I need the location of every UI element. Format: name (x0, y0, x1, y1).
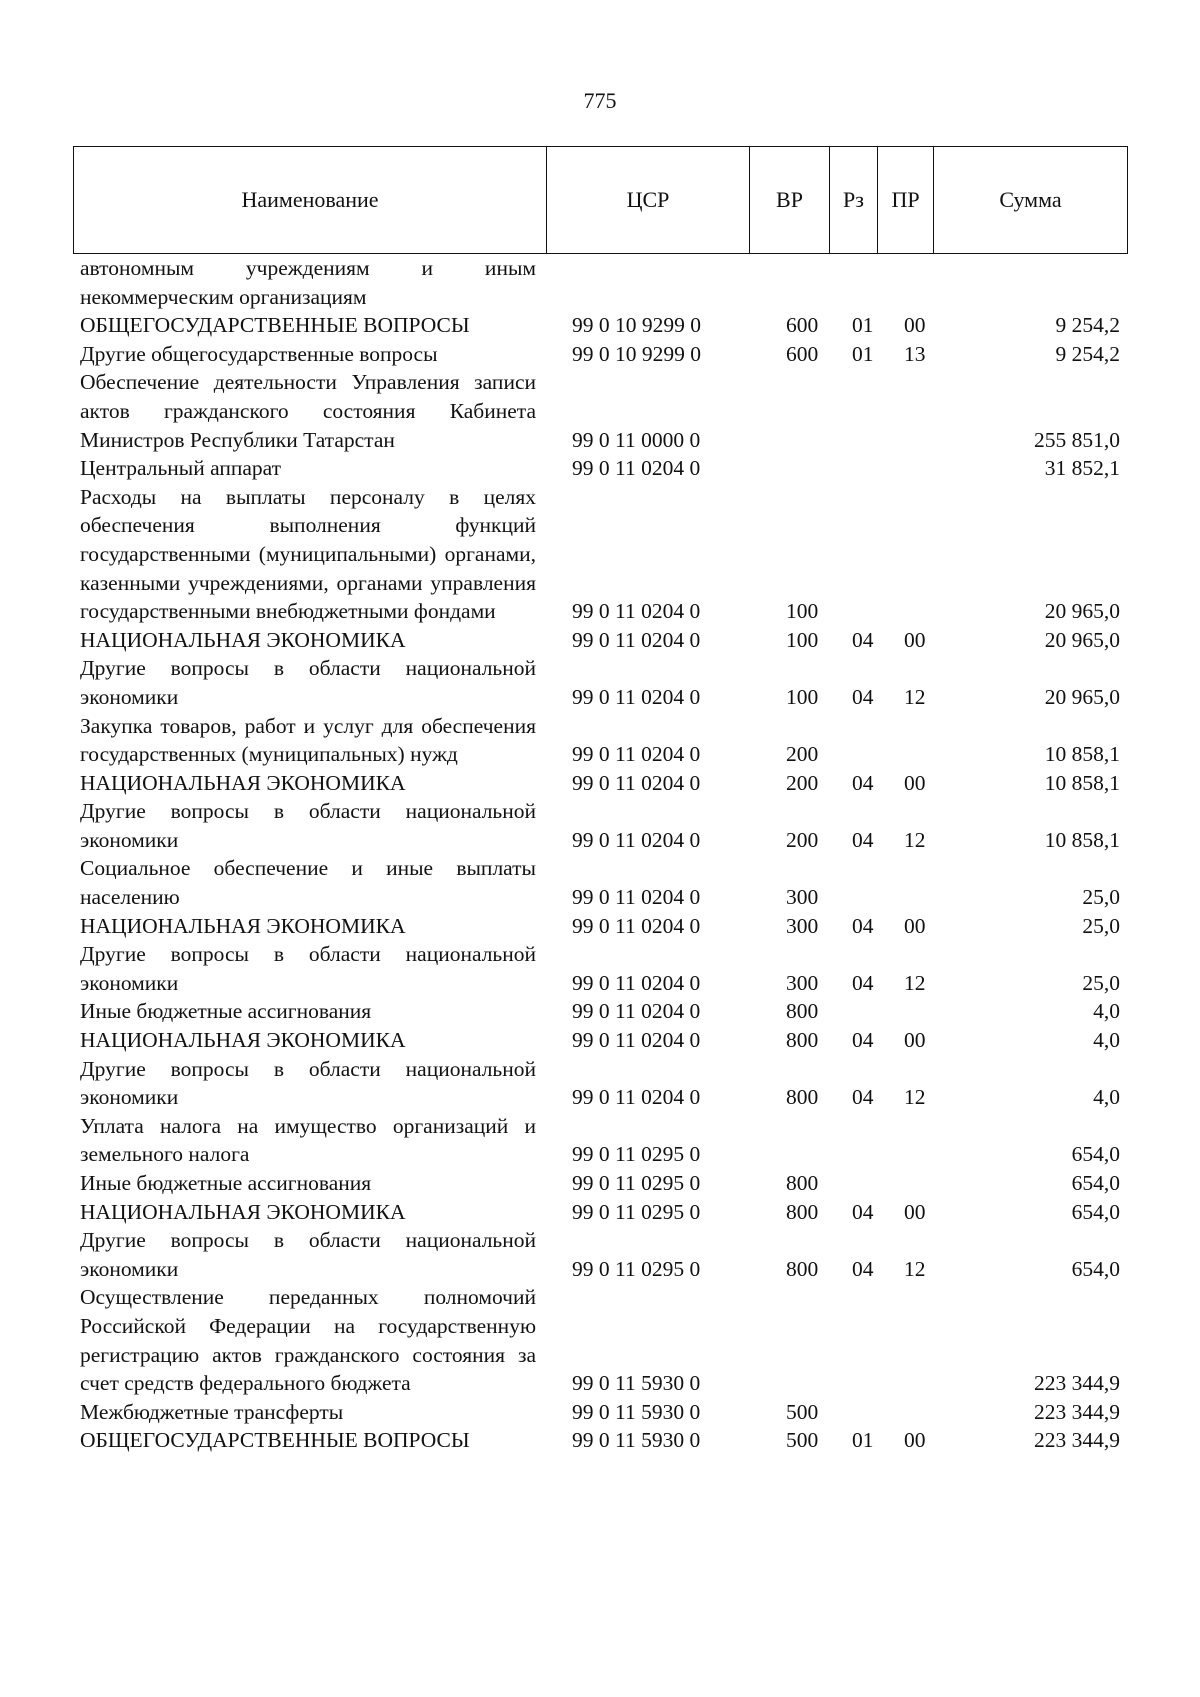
row-vr: 600 (786, 313, 819, 338)
row-vr: 600 (786, 341, 819, 366)
row-sum: 10 858,1 (1044, 742, 1120, 767)
row-csr: 99 0 11 0204 0 (572, 913, 701, 938)
row-name: НАЦИОНАЛЬНАЯ ЭКОНОМИКА (80, 913, 406, 938)
row-sum: 654,0 (1071, 1171, 1120, 1195)
row-sum: 31 852,1 (1044, 456, 1120, 481)
row-sum: 4,0 (1093, 1085, 1120, 1110)
row-csr: 99 0 11 0295 0 (572, 1256, 701, 1281)
row-name: Осуществление переданных полномочий Российской Федерации на государственную регистрацию актов гражданского состояния за счет средств федерального бюджета (80, 1285, 536, 1396)
row-name: автономным учреждениям и иным некоммерческим организациям (80, 256, 536, 309)
table-row (80, 454, 1120, 483)
row-name: ОБЩЕГОСУДАРСТВЕННЫЕ ВОПРОСЫ (80, 1428, 470, 1453)
row-csr: 99 0 11 0204 0 (572, 1028, 701, 1053)
row-sum: 10 858,1 (1044, 827, 1120, 852)
row-csr: 99 0 11 0295 0 (572, 1199, 701, 1224)
row-sum: 654,0 (1071, 1199, 1120, 1224)
row-name: Другие вопросы в области национальной экономики (80, 942, 536, 995)
table-row (80, 712, 1120, 769)
row-pr: 12 (904, 827, 926, 852)
table-row (80, 912, 1120, 941)
row-sum: 25,0 (1082, 913, 1120, 938)
row-rz: 04 (852, 913, 874, 938)
row-csr: 99 0 11 0204 0 (572, 999, 701, 1024)
row-pr: 00 (904, 1428, 926, 1453)
row-rz: 04 (852, 827, 874, 852)
header-rz: Рз (830, 147, 878, 253)
row-sum: 9 254,2 (1055, 341, 1120, 366)
table-row (80, 1426, 1120, 1455)
table-row (80, 654, 1120, 711)
row-pr: 00 (904, 313, 926, 338)
table-row (80, 1026, 1120, 1055)
row-csr: 99 0 11 0204 0 (572, 742, 701, 767)
table-row (80, 1226, 1120, 1283)
row-pr: 12 (904, 1085, 926, 1110)
row-name: Межбюджетные трансферты (80, 1399, 344, 1424)
row-name: Расходы на выплаты персоналу в целях обеспечения выполнения функций государственными (муниципальными) органами, казенными учреждениями, органами управления государственными внебюджетными фондами (80, 484, 536, 624)
row-vr: 100 (786, 627, 819, 652)
row-name: Закупка товаров, работ и услуг для обеспечения государственных (муниципальных) нужд (80, 713, 536, 767)
row-sum: 223 344,9 (1034, 1428, 1120, 1453)
row-csr: 99 0 11 0204 0 (572, 885, 701, 910)
table-row (80, 1112, 1120, 1169)
table-row (80, 483, 1120, 626)
row-csr: 99 0 11 0204 0 (572, 970, 701, 995)
header-sum: Сумма (999, 187, 1062, 212)
row-vr: 100 (786, 599, 819, 624)
row-pr: 12 (904, 684, 926, 709)
row-sum: 20 965,0 (1044, 599, 1120, 624)
row-rz: 04 (852, 1028, 874, 1053)
row-name: Центральный аппарат (80, 456, 282, 481)
row-vr: 800 (786, 1028, 819, 1053)
row-vr: 800 (786, 1171, 819, 1195)
row-sum: 223 344,9 (1034, 1371, 1120, 1396)
row-vr: 300 (786, 885, 819, 910)
row-name: Обеспечение деятельности Управления записи актов гражданского состояния Кабинета Министров Республики Татарстан (80, 370, 536, 452)
row-name: Уплата налога на имущество организаций и земельного налога (80, 1113, 536, 1167)
table-row (80, 368, 1120, 454)
row-vr: 300 (786, 913, 819, 938)
row-name: ОБЩЕГОСУДАРСТВЕННЫЕ ВОПРОСЫ (80, 313, 470, 338)
row-pr: 13 (904, 341, 926, 366)
table-row (80, 340, 1120, 369)
row-sum: 654,0 (1071, 1142, 1120, 1167)
row-csr: 99 0 11 0204 0 (572, 627, 701, 652)
row-name: НАЦИОНАЛЬНАЯ ЭКОНОМИКА (80, 1199, 406, 1224)
row-vr: 500 (786, 1399, 819, 1424)
row-pr: 00 (904, 627, 926, 652)
header-vr: ВР (750, 147, 830, 253)
row-vr: 800 (786, 1256, 819, 1281)
table-row (80, 997, 1120, 1026)
row-name: НАЦИОНАЛЬНАЯ ЭКОНОМИКА (80, 1028, 406, 1053)
row-name: Иные бюджетные ассигнования (80, 1171, 372, 1195)
row-pr: 00 (904, 1028, 926, 1053)
row-sum: 20 965,0 (1044, 684, 1120, 709)
row-sum: 9 254,2 (1055, 313, 1120, 338)
table-row (80, 1055, 1120, 1112)
row-sum: 223 344,9 (1034, 1399, 1120, 1424)
row-csr: 99 0 11 0204 0 (572, 456, 701, 481)
table-row (80, 797, 1120, 854)
table-row (80, 1398, 1120, 1427)
table-row (80, 1169, 1120, 1198)
row-rz: 04 (852, 970, 874, 995)
row-vr: 800 (786, 1199, 819, 1224)
row-rz: 04 (852, 627, 874, 652)
row-name: Другие вопросы в области национальной экономики (80, 1056, 536, 1110)
row-csr: 99 0 10 9299 0 (572, 341, 701, 366)
row-sum: 4,0 (1093, 1028, 1120, 1053)
row-sum: 255 851,0 (1034, 427, 1120, 452)
row-vr: 800 (786, 999, 819, 1024)
row-rz: 04 (852, 770, 874, 795)
row-sum: 25,0 (1082, 885, 1120, 910)
row-rz: 01 (852, 313, 874, 338)
row-pr: 12 (904, 970, 926, 995)
row-csr: 99 0 11 0204 0 (572, 1085, 701, 1110)
row-vr: 200 (786, 770, 819, 795)
row-vr: 300 (786, 970, 819, 995)
row-sum: 25,0 (1082, 970, 1120, 995)
row-rz: 04 (852, 1199, 874, 1224)
table-row (80, 940, 1120, 997)
page-number: 775 (583, 88, 617, 113)
table-header (73, 146, 1128, 254)
row-name: Другие общегосударственные вопросы (80, 341, 438, 366)
table-body (80, 254, 1120, 1455)
table-row (80, 626, 1120, 655)
row-sum: 654,0 (1071, 1256, 1120, 1281)
row-csr: 99 0 11 0204 0 (572, 599, 701, 624)
row-name: Иные бюджетные ассигнования (80, 999, 372, 1024)
row-csr: 99 0 11 0204 0 (572, 770, 701, 795)
table-row (80, 854, 1120, 911)
row-rz: 04 (852, 684, 874, 709)
row-vr: 200 (786, 827, 819, 852)
row-name: НАЦИОНАЛЬНАЯ ЭКОНОМИКА (80, 770, 406, 795)
row-name: Другие вопросы в области национальной экономики (80, 656, 536, 709)
row-csr: 99 0 11 0204 0 (572, 827, 701, 852)
table-row (80, 769, 1120, 798)
row-csr: 99 0 11 0295 0 (572, 1142, 701, 1167)
row-vr: 500 (786, 1428, 819, 1453)
row-csr: 99 0 11 5930 0 (572, 1371, 701, 1396)
row-csr: 99 0 11 0000 0 (572, 427, 701, 452)
row-rz: 04 (852, 1256, 874, 1281)
row-name: Социальное обеспечение и иные выплаты населению (80, 856, 536, 910)
row-vr: 200 (786, 742, 819, 767)
row-name: НАЦИОНАЛЬНАЯ ЭКОНОМИКА (80, 627, 406, 652)
row-sum: 20 965,0 (1044, 627, 1120, 652)
table-row (80, 254, 1120, 311)
row-csr: 99 0 11 5930 0 (572, 1399, 701, 1424)
table-row (80, 1283, 1120, 1397)
row-csr: 99 0 10 9299 0 (572, 313, 701, 338)
row-name: Другие вопросы в области национальной экономики (80, 799, 536, 852)
row-csr: 99 0 11 5930 0 (572, 1428, 701, 1453)
row-vr: 800 (786, 1085, 819, 1110)
row-sum: 10 858,1 (1044, 770, 1120, 795)
row-pr: 00 (904, 913, 926, 938)
row-pr: 00 (904, 1199, 926, 1224)
header-pr: ПР (878, 147, 934, 253)
row-vr: 100 (786, 684, 819, 709)
row-pr: 00 (904, 770, 926, 795)
header-name: Наименование (74, 147, 547, 253)
row-csr: 99 0 11 0295 0 (572, 1171, 701, 1195)
header-csr: ЦСР (547, 147, 750, 253)
row-rz: 01 (852, 341, 874, 366)
row-rz: 01 (852, 1428, 874, 1453)
row-rz: 04 (852, 1085, 874, 1110)
row-csr: 99 0 11 0204 0 (572, 684, 701, 709)
row-sum: 4,0 (1093, 999, 1120, 1024)
table-row (80, 311, 1120, 340)
row-name: Другие вопросы в области национальной экономики (80, 1228, 536, 1281)
row-pr: 12 (904, 1256, 926, 1281)
table-row (80, 1198, 1120, 1227)
